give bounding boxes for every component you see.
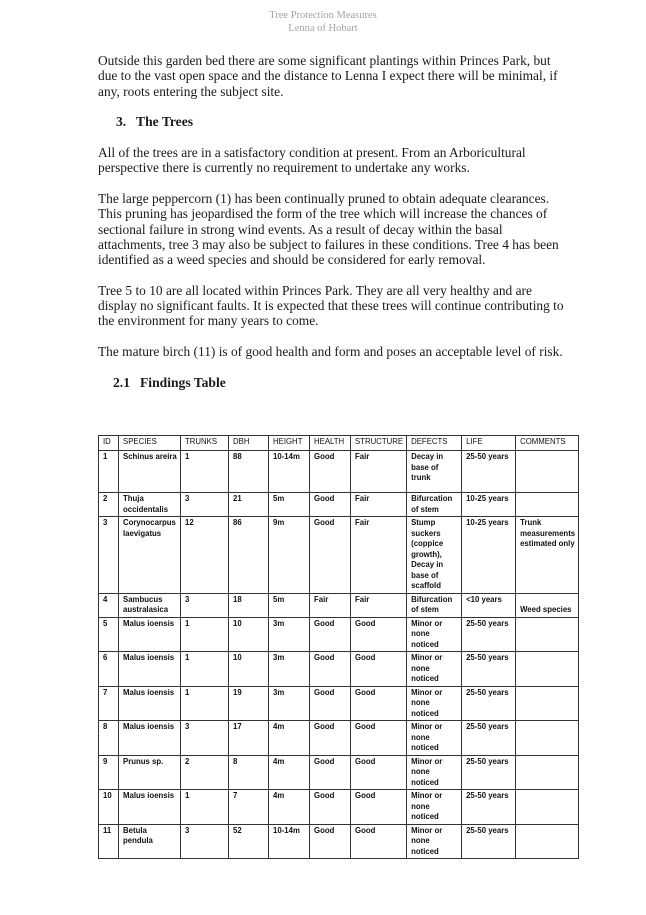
cell-trunks: 1 — [181, 652, 229, 687]
cell-dbh: 10 — [229, 652, 269, 687]
cell-species: Betula pendula — [119, 824, 181, 859]
cell-health: Good — [310, 824, 351, 859]
table-row — [99, 593, 579, 617]
cell-health: Good — [310, 617, 351, 652]
cell-dbh: 10 — [229, 617, 269, 652]
cell-height: 10-14m — [269, 824, 310, 859]
document-body — [98, 53, 568, 404]
cell-health: Good — [310, 790, 351, 825]
section-title: The Trees — [136, 114, 194, 130]
cell-life: 25-50 years — [462, 686, 516, 721]
section-number: 3. — [116, 114, 127, 130]
section-heading-trees — [116, 114, 568, 130]
cell-id: 7 — [99, 686, 119, 721]
cell-structure: Fair — [351, 451, 407, 493]
cell-structure: Good — [351, 790, 407, 825]
cell-defects: Minor or none noticed — [407, 790, 462, 825]
cell-structure: Good — [351, 824, 407, 859]
cell-id: 9 — [99, 755, 119, 790]
cell-defects: Minor or none noticed — [407, 755, 462, 790]
table-row — [99, 686, 579, 721]
cell-life: 10-25 years — [462, 493, 516, 517]
header-defects: DEFECTS — [407, 436, 462, 451]
cell-defects: Decay in base of trunk — [407, 451, 462, 493]
header-dbh: DBH — [229, 436, 269, 451]
cell-dbh: 88 — [229, 451, 269, 493]
cell-species: Thuja occidentalis — [119, 493, 181, 517]
cell-height: 5m — [269, 493, 310, 517]
cell-id: 3 — [99, 517, 119, 594]
cell-trunks: 1 — [181, 686, 229, 721]
cell-structure: Good — [351, 652, 407, 687]
cell-defects: Minor or none noticed — [407, 824, 462, 859]
cell-comments — [516, 755, 579, 790]
cell-life: 25-50 years — [462, 652, 516, 687]
cell-structure: Good — [351, 721, 407, 756]
cell-comments — [516, 451, 579, 493]
cell-height: 3m — [269, 686, 310, 721]
cell-species: Malus ioensis — [119, 721, 181, 756]
cell-comments — [516, 617, 579, 652]
cell-comments: Weed species — [516, 593, 579, 617]
cell-defects: Stump suckers (coppice growth), Decay in base of scaffold — [407, 517, 462, 594]
cell-defects: Minor or none noticed — [407, 617, 462, 652]
cell-life: 25-50 years — [462, 755, 516, 790]
trees-paragraph-2: The large peppercorn (1) has been continually pruned to obtain adequate clearances. This pruning has jeopardised the form of the tree which will increase the chances of sectional failure in strong wind events. As a result of decay within the basal attachments, tree 3 may also be subject to failures in these conditions. Tree 4 has been identified as a weed species and should be considered for early removal. — [98, 191, 559, 268]
cell-health: Good — [310, 451, 351, 493]
cell-comments — [516, 790, 579, 825]
cell-trunks: 1 — [181, 617, 229, 652]
header-height: HEIGHT — [269, 436, 310, 451]
cell-height: 3m — [269, 652, 310, 687]
table-header-row — [99, 436, 579, 451]
table-row — [99, 755, 579, 790]
cell-dbh: 21 — [229, 493, 269, 517]
cell-health: Good — [310, 652, 351, 687]
cell-trunks: 12 — [181, 517, 229, 594]
trees-paragraph-1: All of the trees are in a satisfactory condition at present. From an Arboricultural perspective there is currently no requirement to undertake any works. — [98, 145, 526, 176]
cell-dbh: 19 — [229, 686, 269, 721]
cell-id: 1 — [99, 451, 119, 493]
cell-dbh: 52 — [229, 824, 269, 859]
header-life: LIFE — [462, 436, 516, 451]
cell-defects: Minor or none noticed — [407, 686, 462, 721]
cell-height: 3m — [269, 617, 310, 652]
cell-defects: Minor or none noticed — [407, 721, 462, 756]
cell-id: 5 — [99, 617, 119, 652]
header-structure: STRUCTURE — [351, 436, 407, 451]
cell-species: Malus ioensis — [119, 617, 181, 652]
cell-structure: Fair — [351, 593, 407, 617]
header-subtitle: Lenna of Hobart — [288, 23, 358, 34]
cell-height: 10-14m — [269, 451, 310, 493]
cell-dbh: 8 — [229, 755, 269, 790]
table-body — [99, 451, 579, 859]
table-row — [99, 652, 579, 687]
cell-health: Good — [310, 721, 351, 756]
header-trunks: TRUNKS — [181, 436, 229, 451]
cell-species: Malus ioensis — [119, 790, 181, 825]
table-row — [99, 824, 579, 859]
cell-trunks: 3 — [181, 824, 229, 859]
cell-structure: Fair — [351, 517, 407, 594]
cell-comments — [516, 686, 579, 721]
cell-id: 8 — [99, 721, 119, 756]
header-health: HEALTH — [310, 436, 351, 451]
cell-comments — [516, 721, 579, 756]
cell-health: Good — [310, 493, 351, 517]
trees-paragraph-3: Tree 5 to 10 are all located within Princes Park. They are all very healthy and are display no significant faults. It is expected that these trees will continue contributing to the environment for many years to come. — [98, 282, 564, 329]
cell-life: 25-50 years — [462, 790, 516, 825]
cell-defects: Bifurcation of stem — [407, 493, 462, 517]
cell-species: Sambucus australasica — [119, 593, 181, 617]
cell-height: 5m — [269, 593, 310, 617]
cell-health: Good — [310, 686, 351, 721]
table-row — [99, 493, 579, 517]
cell-dbh: 86 — [229, 517, 269, 594]
cell-species: Prunus sp. — [119, 755, 181, 790]
cell-trunks: 3 — [181, 721, 229, 756]
header-comments: COMMENTS — [516, 436, 579, 451]
cell-life: 25-50 years — [462, 451, 516, 493]
cell-life: <10 years — [462, 593, 516, 617]
cell-structure: Fair — [351, 493, 407, 517]
intro-paragraph: Outside this garden bed there are some significant plantings within Princes Park, but due to the vast open space and the distance to Lenna I expect there will be minimal, if any, roots entering the subject site. — [98, 53, 558, 99]
subsection-title: Findings Table — [140, 374, 226, 390]
cell-height: 4m — [269, 755, 310, 790]
table-row — [99, 451, 579, 493]
cell-health: Good — [310, 517, 351, 594]
cell-height: 9m — [269, 517, 310, 594]
cell-trunks: 3 — [181, 593, 229, 617]
cell-id: 2 — [99, 493, 119, 517]
cell-comments — [516, 824, 579, 859]
cell-defects: Minor or none noticed — [407, 652, 462, 687]
cell-structure: Good — [351, 755, 407, 790]
cell-health: Good — [310, 755, 351, 790]
subsection-number: 2.1 — [113, 374, 130, 390]
cell-trunks: 2 — [181, 755, 229, 790]
cell-height: 4m — [269, 721, 310, 756]
header-species: SPECIES — [119, 436, 181, 451]
header-title: Tree Protection Measures — [269, 10, 377, 21]
cell-dbh: 18 — [229, 593, 269, 617]
table-row — [99, 517, 579, 594]
cell-species: Malus ioensis — [119, 652, 181, 687]
cell-structure: Good — [351, 617, 407, 652]
cell-trunks: 1 — [181, 451, 229, 493]
trees-paragraph-4: The mature birch (11) is of good health and form and poses an acceptable level of risk. — [98, 344, 563, 360]
cell-structure: Good — [351, 686, 407, 721]
cell-id: 4 — [99, 593, 119, 617]
cell-id: 10 — [99, 790, 119, 825]
cell-trunks: 1 — [181, 790, 229, 825]
cell-species: Corynocarpus laevigatus — [119, 517, 181, 594]
cell-life: 25-50 years — [462, 721, 516, 756]
cell-health: Fair — [310, 593, 351, 617]
cell-id: 11 — [99, 824, 119, 859]
header-id: ID — [99, 436, 119, 451]
cell-species: Schinus areira — [119, 451, 181, 493]
table-row — [99, 617, 579, 652]
cell-defects: Bifurcation of stem — [407, 593, 462, 617]
table-row — [99, 790, 579, 825]
cell-comments: Trunk measurements estimated only — [516, 517, 579, 594]
cell-height: 4m — [269, 790, 310, 825]
cell-life: 25-50 years — [462, 617, 516, 652]
cell-dbh: 17 — [229, 721, 269, 756]
cell-trunks: 3 — [181, 493, 229, 517]
cell-dbh: 7 — [229, 790, 269, 825]
cell-comments — [516, 493, 579, 517]
cell-species: Malus ioensis — [119, 686, 181, 721]
cell-life: 25-50 years — [462, 824, 516, 859]
findings-table — [98, 435, 579, 859]
cell-comments — [516, 652, 579, 687]
table-row — [99, 721, 579, 756]
cell-id: 6 — [99, 652, 119, 687]
subsection-heading-findings — [113, 375, 568, 391]
page-header — [0, 9, 646, 35]
cell-life: 10-25 years — [462, 517, 516, 594]
